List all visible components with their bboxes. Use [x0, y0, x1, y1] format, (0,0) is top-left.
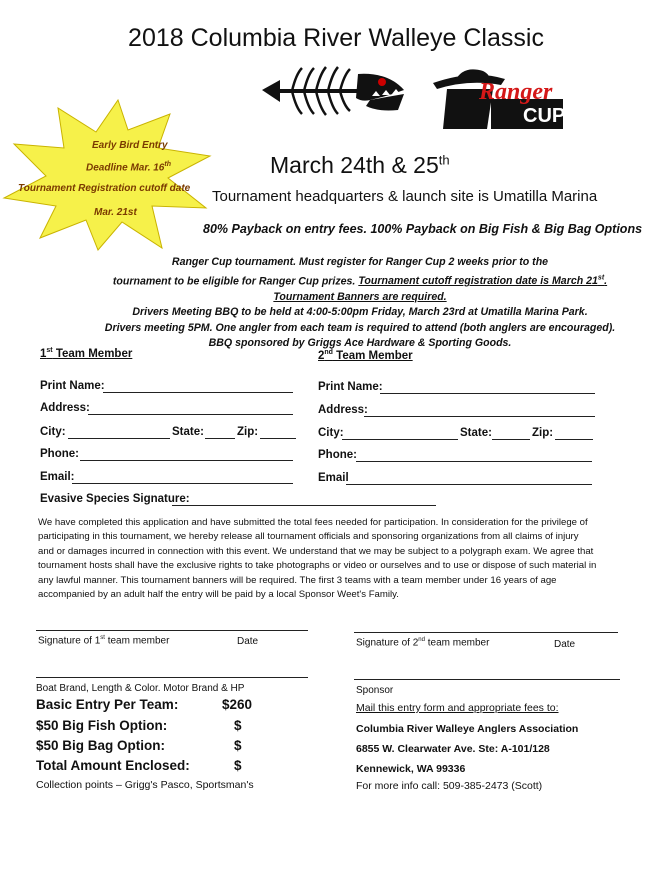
mail-street: 6855 W. Clearwater Ave. Ste: A-101/128 — [356, 743, 550, 755]
payback-text: 80% Payback on entry fees. 100% Payback on Big Fish & Big Bag Options — [203, 222, 643, 236]
sponsor-field[interactable] — [354, 679, 620, 680]
rules-line-1: Ranger Cup tournament. Must register for Ranger Cup 2 weeks prior to the — [171, 256, 549, 268]
team2-email-field[interactable] — [346, 484, 592, 485]
more-info: For more info call: 509-385-2473 (Scott) — [356, 780, 543, 792]
waiver-line: participating in this tournament, we hereby release all tournament officials and sponsoring organizations from all claims of injury — [38, 531, 579, 543]
rules-line-5: Drivers meeting 5PM. One angler from each team is required to attend (both anglers are encouraged). — [104, 321, 616, 334]
total-value: $ — [234, 758, 242, 773]
team1-zip-label: Zip: — [237, 426, 259, 438]
headquarters-text: Tournament headquarters & launch site is Umatilla Marina — [212, 188, 598, 205]
cup-logo-text: CUP — [523, 105, 566, 127]
waiver-line: tournament hosts shall have the exclusive rights to take photographs or video or ourselves and to use or dispose of such material in — [38, 560, 597, 572]
big-bag-label: $50 Big Bag Option: — [36, 738, 166, 753]
big-fish-label: $50 Big Fish Option: — [36, 718, 168, 733]
signature-1-label: Signature of 1st team member — [38, 635, 170, 647]
team2-address-label: Address: — [318, 404, 368, 416]
team2-print-name-label: Print Name: — [318, 381, 383, 393]
burst-line-2: Deadline Mar. 16th — [86, 161, 171, 174]
team2-zip-field[interactable] — [555, 439, 593, 440]
team2-zip-label: Zip: — [532, 427, 554, 439]
team1-phone-label: Phone: — [40, 448, 79, 460]
early-bird-starburst — [0, 98, 215, 253]
big-bag-value: $ — [234, 738, 242, 753]
team2-phone-field[interactable] — [356, 461, 592, 462]
team2-city-field[interactable] — [342, 439, 458, 440]
signature-2-label: Signature of 2nd team member — [356, 637, 490, 649]
waiver-line: any lawful manner. This tournament banners will be required. The first 3 teams with a team member under 16 years of age — [38, 574, 557, 586]
rules-line-4: Drivers Meeting BBQ to be held at 4:00-5:00pm Friday, March 23rd at Umatilla Marina Park. — [132, 306, 588, 319]
evasive-species-label: Evasive Species Signature: — [40, 493, 190, 505]
rules-line-2: tournament to be eligible for Ranger Cup prizes. Tournament cutoff registration date is March 21st. — [112, 274, 608, 288]
team2-print-name-field[interactable] — [380, 393, 595, 394]
boat-label: Boat Brand, Length & Color. Motor Brand & HP — [36, 683, 245, 694]
waiver-line: We have completed this application and have submitted the total fees needed for participation. In consideration for the privilege of — [38, 517, 588, 528]
evasive-species-signature-field[interactable] — [172, 505, 436, 506]
big-fish-value: $ — [234, 718, 242, 733]
signature-2-field[interactable] — [354, 632, 618, 633]
waiver-line: accompanied by an adult half the entry will be paid by a local Sponsor Weet's Family. — [38, 589, 399, 601]
team1-state-field[interactable] — [205, 438, 235, 439]
waiver-paragraph — [38, 516, 638, 602]
team1-zip-field[interactable] — [260, 438, 296, 439]
total-label: Total Amount Enclosed: — [36, 758, 190, 773]
team1-city-label: City: — [40, 426, 66, 438]
burst-line-4: Mar. 21st — [94, 207, 137, 218]
team1-email-field[interactable] — [72, 483, 293, 484]
date-2-label: Date — [554, 639, 576, 650]
team1-address-label: Address: — [40, 402, 90, 414]
team2-state-field[interactable] — [492, 439, 530, 440]
rules-block — [60, 255, 660, 352]
boat-field[interactable] — [36, 677, 308, 678]
burst-line-3: Tournament Registration cutoff date — [18, 183, 191, 194]
tournament-dates: March 24th & 25th — [270, 152, 450, 178]
collection-points: Collection points – Grigg's Pasco, Sportsman's — [36, 779, 254, 791]
rules-line-3: Tournament Banners are required. — [273, 290, 447, 303]
mail-org: Columbia River Walleye Anglers Association — [356, 723, 579, 735]
team1-address-field[interactable] — [88, 414, 293, 415]
team1-email-label: Email: — [40, 471, 75, 483]
mail-city: Kennewick, WA 99336 — [356, 763, 466, 775]
team1-city-field[interactable] — [68, 438, 170, 439]
signature-1-field[interactable] — [36, 630, 308, 631]
team1-state-label: State: — [172, 426, 204, 438]
team2-heading: 2nd Team Member — [318, 349, 413, 362]
team1-print-name-label: Print Name: — [40, 380, 105, 392]
team2-address-field[interactable] — [364, 416, 595, 417]
mail-heading: Mail this entry form and appropriate fees to: — [356, 702, 559, 714]
date-1-label: Date — [237, 636, 259, 647]
burst-line-1: Early Bird Entry — [92, 140, 168, 151]
basic-entry-label: Basic Entry Per Team: — [36, 697, 179, 712]
team1-phone-field[interactable] — [80, 460, 293, 461]
team2-state-label: State: — [460, 427, 492, 439]
rules-line-6: BBQ sponsored by Griggs Ace Hardware & Sporting Goods. — [208, 337, 512, 350]
ranger-logo-text: Ranger — [479, 79, 553, 105]
basic-entry-value: $260 — [222, 697, 253, 712]
sponsor-label: Sponsor — [356, 685, 394, 696]
team2-city-label: City: — [318, 427, 344, 439]
team2-phone-label: Phone: — [318, 449, 357, 461]
waiver-line: and or damages incurred in connection with this event. We understand that we may be subject to a polygraph exam. We agree that — [38, 545, 594, 557]
fish-skeleton-illustration — [258, 60, 408, 122]
ranger-cup-logo — [433, 65, 566, 130]
team1-print-name-field[interactable] — [103, 392, 293, 393]
page-title: 2018 Columbia River Walleye Classic — [128, 24, 544, 52]
team1-heading: 1st Team Member — [40, 347, 133, 360]
team2-email-label: Email — [318, 472, 349, 484]
